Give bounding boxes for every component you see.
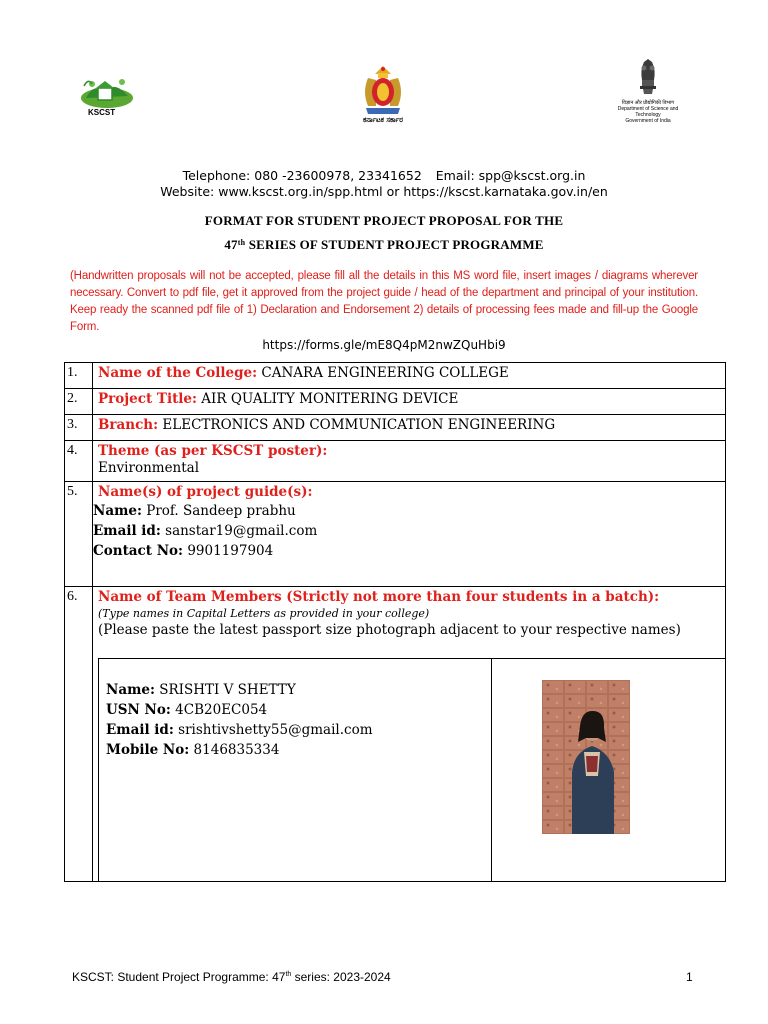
row-number: 5. — [67, 484, 78, 499]
member-name-label: Name: — [106, 682, 155, 698]
dst-name-text: Department of Science and Technology — [617, 106, 679, 118]
member-usn — [106, 700, 373, 720]
branch-label: Branch: — [98, 417, 159, 433]
member-email-label: Email id: — [106, 722, 174, 738]
table-row-college — [65, 363, 725, 389]
member-mobile-value: 8146835334 — [189, 742, 280, 758]
member-mobile — [106, 740, 373, 760]
member-email-value: srishtivshetty55@gmail.com — [173, 722, 373, 738]
row-number: 6. — [67, 589, 78, 604]
footer-suffix: series: 2023-2024 — [291, 970, 391, 984]
team-label — [98, 589, 659, 605]
instructions-text: (Handwritten proposals will not be accepted, please fill all the details in this MS word file, insert images / diagrams wherever necessary. Convert to pdf file, get it approved from the project guide / head of the department and principal of your institution. Keep ready the scanned pdf file of 1) Declaration and Endorsement 2) details of processing fees made and fill-up the Google Form. — [70, 270, 698, 333]
member-details — [106, 680, 373, 760]
theme-label — [98, 443, 327, 459]
guide-contact-value: 9901197904 — [183, 543, 274, 559]
document-title-line2 — [0, 237, 768, 253]
guide-name — [93, 503, 296, 519]
kscst-emblem-icon — [76, 74, 138, 110]
guide-email-value: sanstar19@gmail.com — [160, 523, 318, 539]
dst-gov-text: Government of India — [625, 118, 671, 124]
member-usn-label: USN No: — [106, 702, 171, 718]
series-ordinal: th — [237, 238, 246, 247]
photo-note: (Please paste the latest passport size photograph adjacent to your respective names) — [98, 622, 681, 638]
footer-ordinal: th — [285, 971, 292, 978]
proposal-form-table — [64, 362, 726, 882]
series-title: SERIES OF STUDENT PROJECT PROGRAMME — [245, 237, 544, 252]
capital-letters-note: (Type names in Capital Letters as provided in your college) — [98, 607, 430, 620]
karnataka-logo-text: ಕರ್ನಾಟಕ ಸರ್ಕಾರ — [363, 116, 403, 124]
member-name-value: SRISHTI V SHETTY — [154, 682, 296, 698]
row-number: 3. — [67, 417, 78, 432]
document-title-line1: FORMAT FOR STUDENT PROJECT PROPOSAL FOR THE — [204, 213, 564, 228]
branch-field — [98, 417, 555, 433]
theme-value: Environmental — [98, 460, 200, 476]
contact-line — [0, 168, 768, 183]
team-label-text: Name of Team Members (Strictly not more than four students in a batch): — [98, 589, 660, 605]
team-member-box — [98, 658, 725, 881]
website-line[interactable]: Website: www.kscst.org.in/spp.html or https://kscst.karnataka.gov.in/en — [160, 184, 608, 199]
row-number: 4. — [67, 443, 78, 458]
telephone-text: Telephone: 080 -23600978, 23341652 — [182, 168, 422, 183]
member-mobile-label: Mobile No: — [106, 742, 190, 758]
branch-value: ELECTRONICS AND COMMUNICATION ENGINEERING — [158, 417, 556, 433]
guide-contact — [93, 543, 273, 559]
karnataka-emblem-icon — [352, 62, 414, 116]
ashoka-emblem-icon — [612, 56, 684, 96]
guide-contact-label: Contact No: — [93, 543, 184, 559]
guide-email-label: Email id: — [93, 523, 161, 539]
member-name — [106, 680, 373, 700]
guide-name-value: Prof. Sandeep prabhu — [141, 503, 296, 519]
theme-label-text: Theme (as per KSCST poster): — [98, 443, 328, 459]
guide-label — [98, 484, 313, 500]
table-row-guide — [65, 482, 725, 587]
page-number: 1 — [686, 970, 693, 984]
kscst-logo — [76, 74, 138, 122]
dst-logo-text — [612, 100, 684, 124]
table-row-team — [65, 587, 725, 881]
college-field — [98, 365, 509, 381]
guide-name-label: Name: — [93, 503, 142, 519]
member-usn-value: 4CB20EC054 — [170, 702, 268, 718]
guide-email — [93, 523, 317, 539]
college-label: Name of the College: — [98, 365, 258, 381]
kscst-logo-text: KSCST — [88, 108, 116, 117]
row-number: 1. — [67, 365, 78, 380]
project-title-label: Project Title: — [98, 391, 198, 407]
table-row-project-title — [65, 389, 725, 415]
email-link[interactable]: Email: spp@kscst.org.in — [435, 168, 586, 183]
row-number: 2. — [67, 391, 78, 406]
dst-logo — [612, 56, 684, 122]
karnataka-emblem-logo — [352, 62, 414, 126]
member-email — [106, 720, 373, 740]
project-title-value: AIR QUALITY MONITERING DEVICE — [197, 391, 459, 407]
series-number: 47 — [224, 237, 238, 252]
project-title-field — [98, 391, 458, 407]
dst-hindi-text: विज्ञान और प्रौद्योगिकी विभाग — [621, 100, 675, 106]
table-row-branch — [65, 415, 725, 441]
footer-prefix: KSCST: Student Project Programme: 47 — [72, 970, 286, 984]
member-photo — [542, 680, 630, 834]
passport-photo-icon — [542, 680, 630, 834]
footer-text — [72, 970, 391, 984]
google-form-link[interactable]: https://forms.gle/mE8Q4pM2nwZQuHbi9 — [262, 338, 506, 352]
college-value: CANARA ENGINEERING COLLEGE — [257, 365, 509, 381]
guide-label-text: Name(s) of project guide(s): — [98, 484, 313, 500]
table-row-theme — [65, 441, 725, 482]
